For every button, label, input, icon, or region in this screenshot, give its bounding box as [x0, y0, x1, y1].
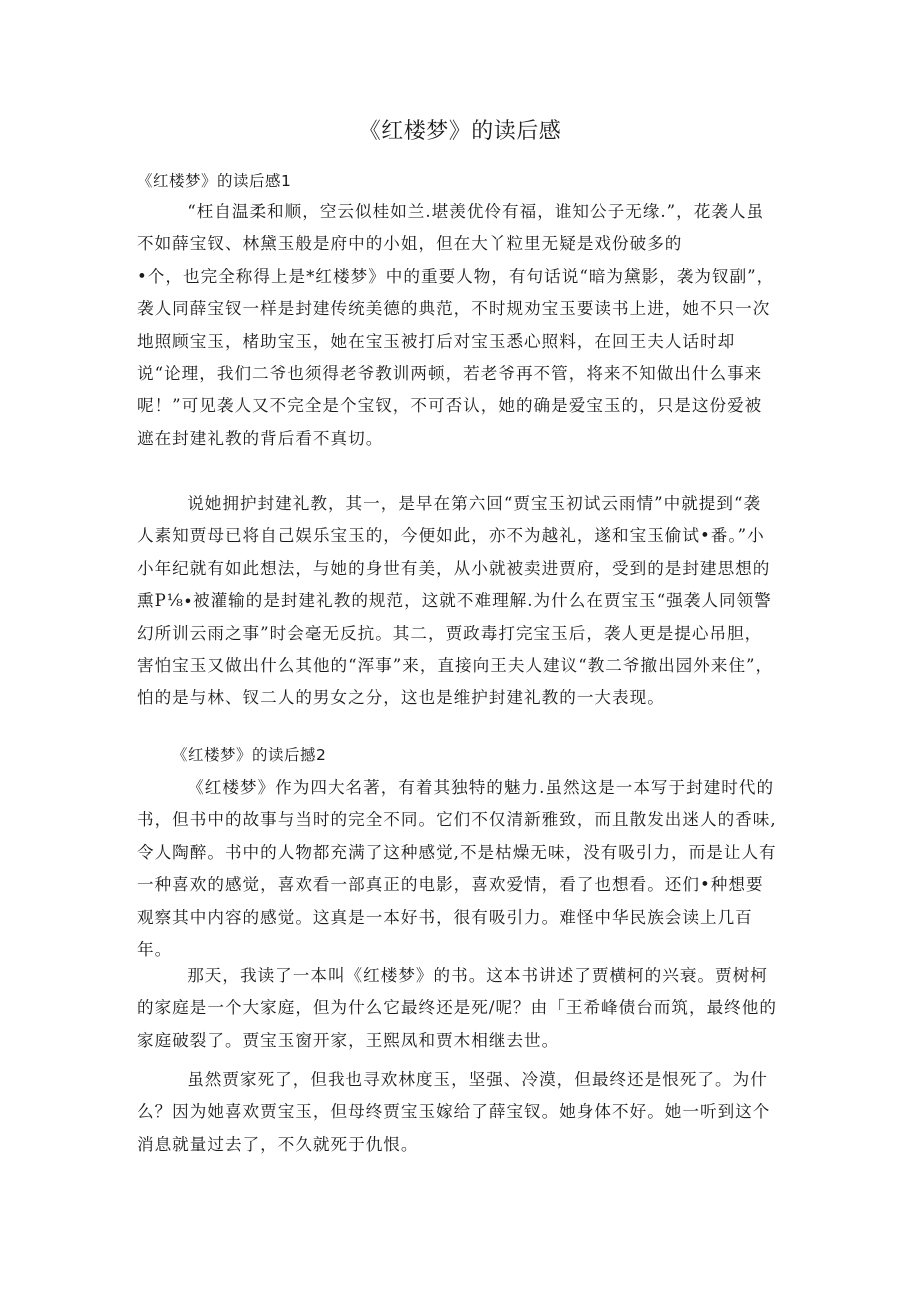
paragraph: “枉自温柔和顺，空云似桂如兰.堪羡优伶有福，谁知公子无缘.”，花袭人虽不如薛宝钗、林黛玉般是府中的小姐，但在大丫粒里无疑是戏份破多的 •个，也完全称得上是*红楼梦》中的重要人物，有句话说“暗为黛影，袭为钗副”，袭人同薛宝钗一样是封建传统美德的典范，不时规劝宝玉要读书上进，她不只一次地照顾宝玉，楮助宝玉，她在宝玉被打后对宝玉悉心照料，在回王夫人话时却说“论理，我们二爷也须得老爷教训两顿，若老爷再不管，将来不知做出什么事来呢！”可见袭人又不完全是个宝钗，不可否认，她的确是爱宝玉的，只是这份爱被遮在封建礼教的背后看不真切。 [137, 202, 775, 448]
paragraph: 虽然贾家死了，但我也寻欢林度玉，坚强、冷漠，但最终还是恨死了。为什么？因为她喜欢贾宝玉，但母终贾宝玉嫁给了薛宝钗。她身体不好。她一听到这个消息就量过去了，不久就死于仇恨。 [137, 1070, 771, 1154]
paragraph: 说她拥护封建礼教，其一，是早在第六回“贾宝玉初试云雨情”中就提到“袭人素知贾母已将自己娱乐宝玉的，今便如此，亦不为越礼，遂和宝玉偷试•番。”小小年纪就有如此想法，与她的身世有美，从小就被卖进贾府，受到的是封建思想的熏P⅛∙被灌输的是封建礼教的规范，这就不难理解.为什么在贾宝玉“强袭人同领警幻所训云雨之事”时会毫无反抗。其二，贾政毒打完宝玉后，袭人更是提心吊胆，害怕宝玉又做出什么其他的“浑事”来，直接向王夫人建议“教二爷撤出园外来住”，怕的是与林、钗二人的男女之分，这也是维护封建礼教的一大表现。 [137, 494, 774, 708]
section-heading-text: 《红楼梦》的读后撼 [172, 746, 317, 764]
section-heading-number: 2 [316, 746, 327, 764]
paragraph: 那天，我读了一本叫《红楼梦》的书。这本书讲述了贾横柯的兴衰。贾树柯的家庭是一个大家庭，但为什么它最终还是死/呢？由「王希峰债台而筑，最终他的家庭破裂了。贾宝玉窗开家，王熙凤和贾木相继去世。 [137, 966, 777, 1050]
document-title: 《红楼梦》的读后感 [358, 119, 562, 144]
paragraph: 《红楼梦》作为四大名著，有着其独特的魅力.虽然这是一本写于封建时代的书，但书中的故事与当时的完全不同。它们不仅清新雅致，而且散发出迷人的香味,令人陶醉。书中的人物都充满了这种感觉,不是枯燥无味，没有吸引力，而是让人有一种喜欢的感觉，喜欢看一部真正的电影，喜欢爱情，看了也想看。还们•种想要观察其中内容的感觉。这真是一本好书，很有吸引力。难怪中华民族会读上几百年。 [137, 778, 777, 960]
section-heading-2 [172, 742, 326, 768]
section-heading-number: 1 [281, 172, 292, 190]
section-heading-1 [137, 168, 291, 194]
section-heading-text: 《红楼梦》的读后感 [137, 172, 282, 190]
